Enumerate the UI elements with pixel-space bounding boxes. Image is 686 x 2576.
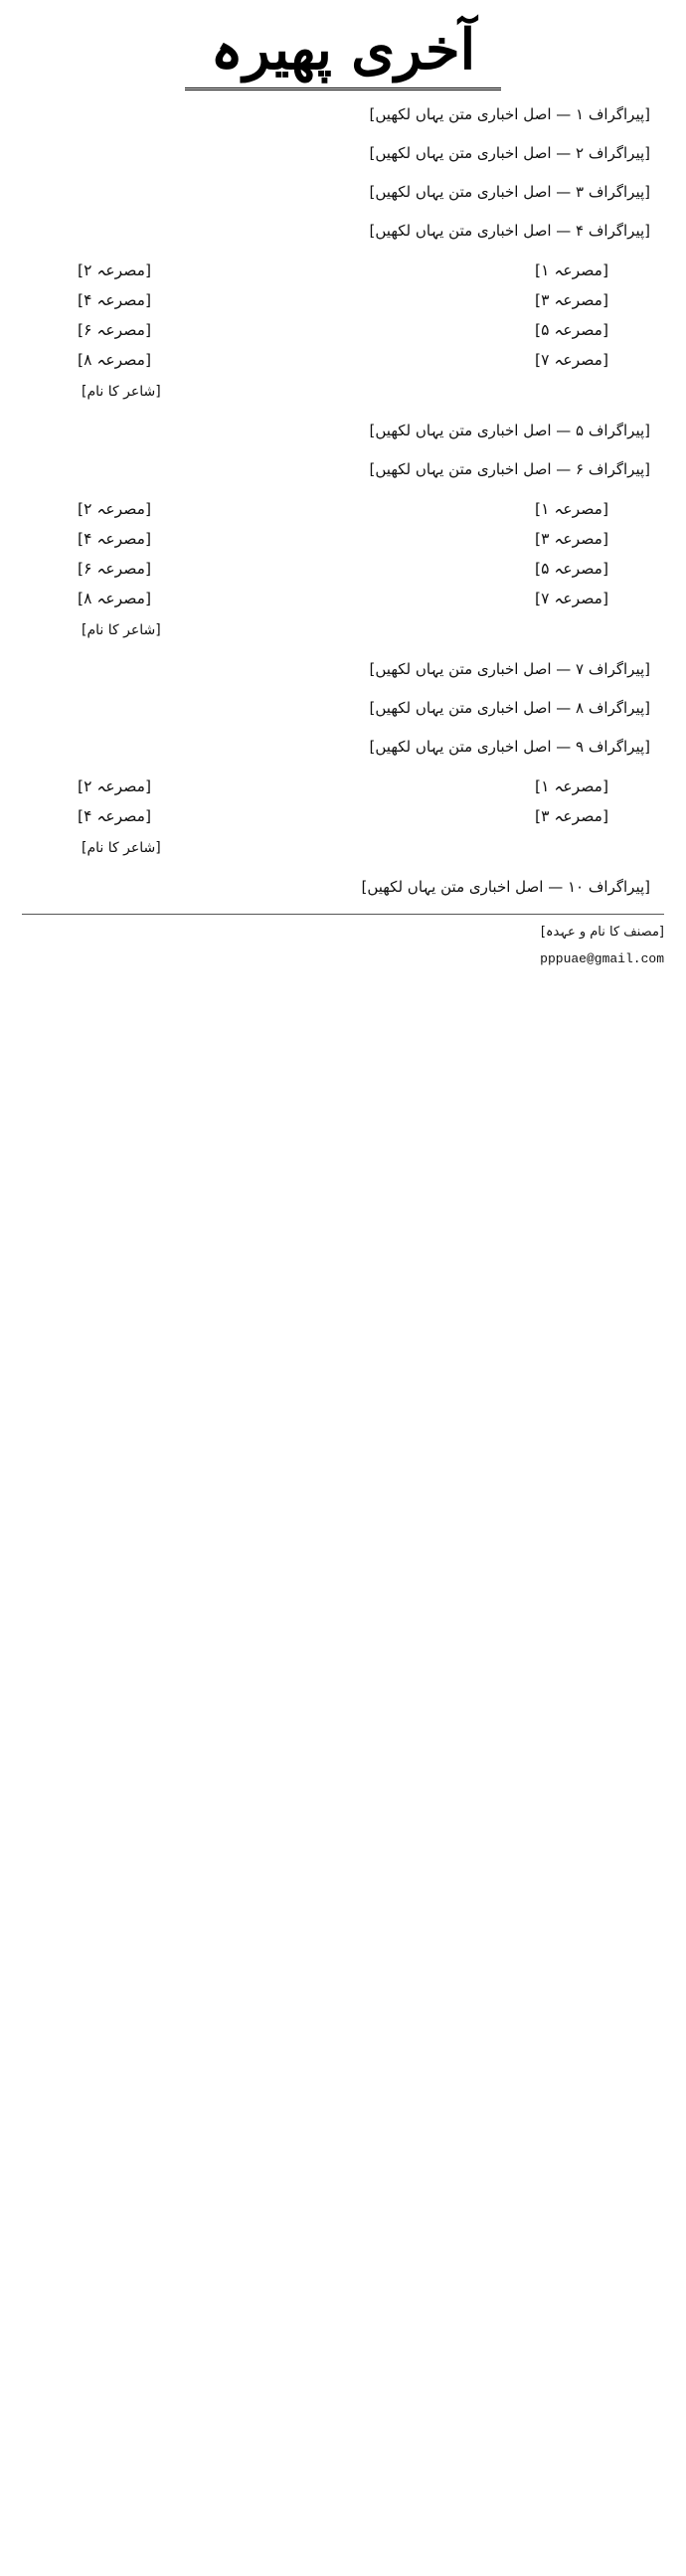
paragraph-7: [پیراگراف ۷ — اصل اخباری متن یہاں لکھیں] bbox=[369, 660, 650, 678]
misra: [مصرعہ ۵] bbox=[535, 321, 608, 339]
misra: [مصرعہ ۶] bbox=[78, 321, 151, 339]
poem-1 bbox=[22, 256, 664, 405]
misra: [مصرعہ ۸] bbox=[78, 590, 151, 607]
poem-2-verse-2 bbox=[22, 524, 664, 554]
misra: [مصرعہ ۳] bbox=[535, 530, 608, 548]
misra: [مصرعہ ۴] bbox=[78, 291, 151, 309]
poem-1-attribution: [شاعر کا نام] bbox=[82, 384, 161, 400]
poem-3 bbox=[22, 772, 664, 861]
misra: [مصرعہ ۱] bbox=[535, 777, 608, 795]
poem-1-verse-2 bbox=[22, 285, 664, 315]
misra: [مصرعہ ۴] bbox=[78, 807, 151, 825]
paragraph-8: [پیراگراف ۸ — اصل اخباری متن یہاں لکھیں] bbox=[369, 699, 650, 717]
poem-3-verse-1 bbox=[22, 772, 664, 801]
article-page bbox=[0, 0, 686, 984]
misra: [مصرعہ ۸] bbox=[78, 351, 151, 369]
poem-1-verse-1 bbox=[22, 256, 664, 285]
poem-2-verse-4 bbox=[22, 584, 664, 613]
misra: [مصرعہ ۵] bbox=[535, 560, 608, 578]
misra: [مصرعہ ۴] bbox=[78, 530, 151, 548]
misra: [مصرعہ ۲] bbox=[78, 261, 151, 279]
misra: [مصرعہ ۲] bbox=[78, 777, 151, 795]
misra: [مصرعہ ۳] bbox=[535, 291, 608, 309]
poem-2-verse-1 bbox=[22, 494, 664, 524]
poem-2-verse-3 bbox=[22, 554, 664, 584]
misra: [مصرعہ ۶] bbox=[78, 560, 151, 578]
poem-2 bbox=[22, 494, 664, 643]
poem-3-attribution: [شاعر کا نام] bbox=[82, 840, 161, 856]
misra: [مصرعہ ۱] bbox=[535, 500, 608, 518]
poem-2-attribution: [شاعر کا نام] bbox=[82, 622, 161, 638]
title-banner bbox=[22, 12, 664, 90]
paragraph-9: [پیراگراف ۹ — اصل اخباری متن یہاں لکھیں] bbox=[369, 738, 650, 756]
article-title: آخری پھیرہ bbox=[185, 12, 501, 90]
poem-3-verse-2 bbox=[22, 801, 664, 831]
poem-1-verse-4 bbox=[22, 345, 664, 375]
paragraph-5: [پیراگراف ۵ — اصل اخباری متن یہاں لکھیں] bbox=[369, 422, 650, 439]
paragraph-3: [پیراگراف ۳ — اصل اخباری متن یہاں لکھیں] bbox=[369, 183, 650, 201]
misra: [مصرعہ ۳] bbox=[535, 807, 608, 825]
paragraph-2: [پیراگراف ۲ — اصل اخباری متن یہاں لکھیں] bbox=[369, 144, 650, 162]
paragraph-6: [پیراگراف ۶ — اصل اخباری متن یہاں لکھیں] bbox=[369, 460, 650, 478]
author-credit: [مصنف کا نام و عہدہ] bbox=[22, 914, 664, 945]
misra: [مصرعہ ۷] bbox=[535, 590, 608, 607]
paragraph-4: [پیراگراف ۴ — اصل اخباری متن یہاں لکھیں] bbox=[369, 222, 650, 240]
paragraph-1: [پیراگراف ۱ — اصل اخباری متن یہاں لکھیں] bbox=[369, 105, 650, 123]
paragraph-10: [پیراگراف ۱۰ — اصل اخباری متن یہاں لکھیں] bbox=[361, 878, 650, 896]
contact-email[interactable]: pppuae@gmail.com bbox=[540, 951, 664, 966]
misra: [مصرعہ ۱] bbox=[535, 261, 608, 279]
misra: [مصرعہ ۲] bbox=[78, 500, 151, 518]
misra: [مصرعہ ۷] bbox=[535, 351, 608, 369]
poem-1-verse-3 bbox=[22, 315, 664, 345]
